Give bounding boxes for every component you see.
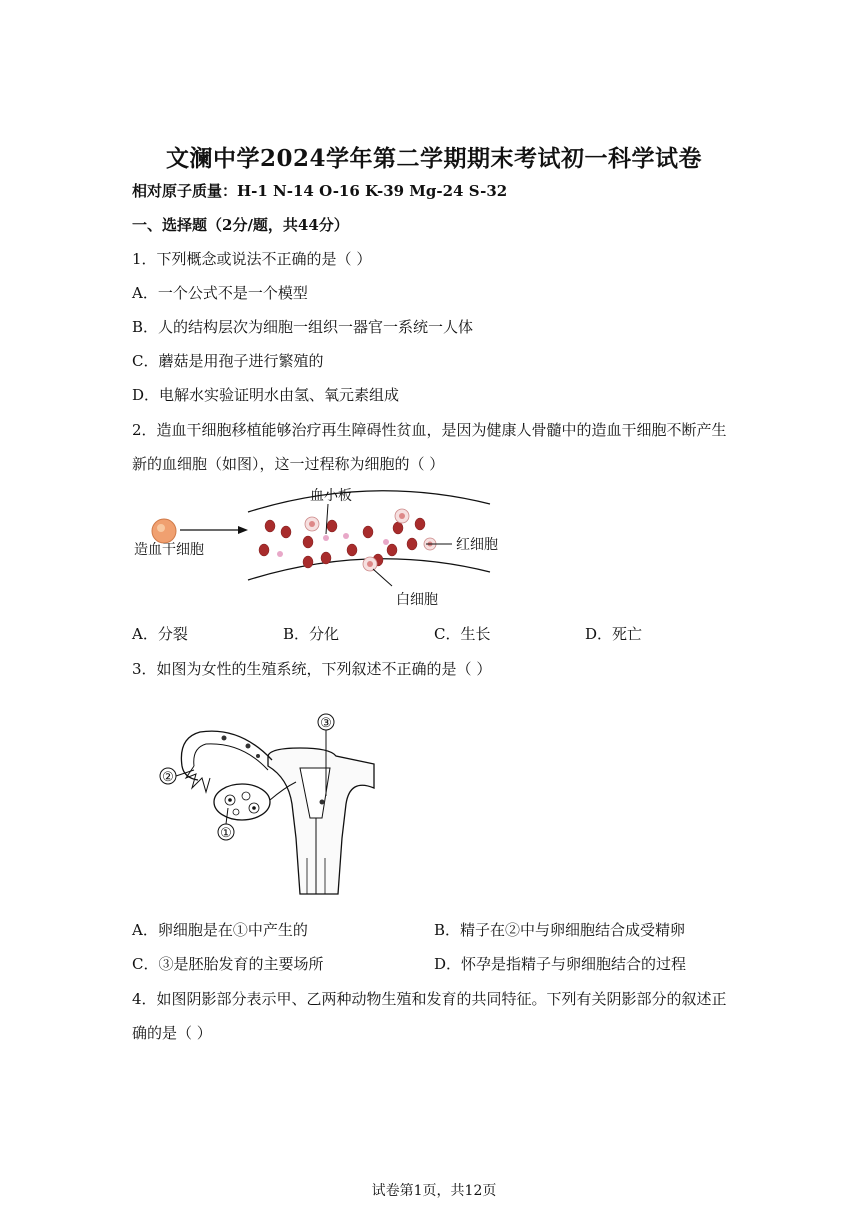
label-2: ② xyxy=(162,770,174,785)
q3-option-c[interactable]: C．③是胚胎发育的主要场所 xyxy=(132,955,324,973)
red-cell-label: 红细胞 xyxy=(456,537,498,553)
q1-option-b[interactable]: B．人的结构层次为细胞一组织一器官一系统一人体 xyxy=(132,318,474,336)
label-3: ③ xyxy=(320,716,332,731)
q2-option-b[interactable]: B．分化 xyxy=(283,625,340,643)
label-1: ① xyxy=(220,826,232,841)
platelet-label: 血小板 xyxy=(310,488,352,504)
q3-stem: 3．如图为女性的生殖系统，下列叙述不正确的是（ ） xyxy=(132,660,492,678)
page-footer: 试卷第1页，共12页 xyxy=(371,1183,497,1199)
platelets xyxy=(277,533,389,557)
stem-cell-icon xyxy=(152,519,176,543)
section-heading: 一、选择题（2分/题，共44分） xyxy=(132,216,349,234)
ovary xyxy=(214,784,270,820)
q3-option-d[interactable]: D．怀孕是指精子与卵细胞结合的过程 xyxy=(434,955,687,973)
white-cell-label: 白细胞 xyxy=(396,592,438,608)
q1-option-d[interactable]: D．电解水实验证明水由氢、氧元素组成 xyxy=(132,386,400,404)
q1-option-a[interactable]: A．一个公式不是一个模型 xyxy=(132,284,308,302)
atomic-mass-line: 相对原子质量：H-1 N-14 O-16 K-39 Mg-24 S-32 xyxy=(132,182,508,200)
q2-stem-line2: 新的血细胞（如图），这一过程称为细胞的（ ） xyxy=(132,455,445,473)
page-title: 文澜中学2024学年第二学期期末考试初一科学试卷 xyxy=(165,145,702,172)
q1-stem: 1．下列概念或说法不正确的是（ ） xyxy=(132,250,372,268)
q4-stem-line1: 4．如图阴影部分表示甲、乙两种动物生殖和发育的共同特征。下列有关阴影部分的叙述正 xyxy=(132,990,727,1008)
vessel-wall-top xyxy=(248,491,490,512)
female-reproductive-diagram xyxy=(150,708,390,900)
q2-stem-line1: 2．造血干细胞移植能够治疗再生障碍性贫血，是因为健康人骨髓中的造血干细胞不断产生 xyxy=(132,421,727,439)
q4-stem-line2: 确的是（ ） xyxy=(132,1024,212,1042)
q2-option-c[interactable]: C．生长 xyxy=(434,625,491,643)
q2-option-a[interactable]: A．分裂 xyxy=(132,625,188,643)
stem-cell-label: 造血干细胞 xyxy=(134,542,204,558)
q1-option-c[interactable]: C．蘑菇是用孢子进行繁殖的 xyxy=(132,352,324,370)
q3-option-a[interactable]: A．卵细胞是在①中产生的 xyxy=(132,921,308,939)
blood-cell-diagram xyxy=(130,484,530,614)
q2-option-d[interactable]: D．死亡 xyxy=(585,625,643,643)
q3-option-b[interactable]: B．精子在②中与卵细胞结合成受精卵 xyxy=(434,921,686,939)
